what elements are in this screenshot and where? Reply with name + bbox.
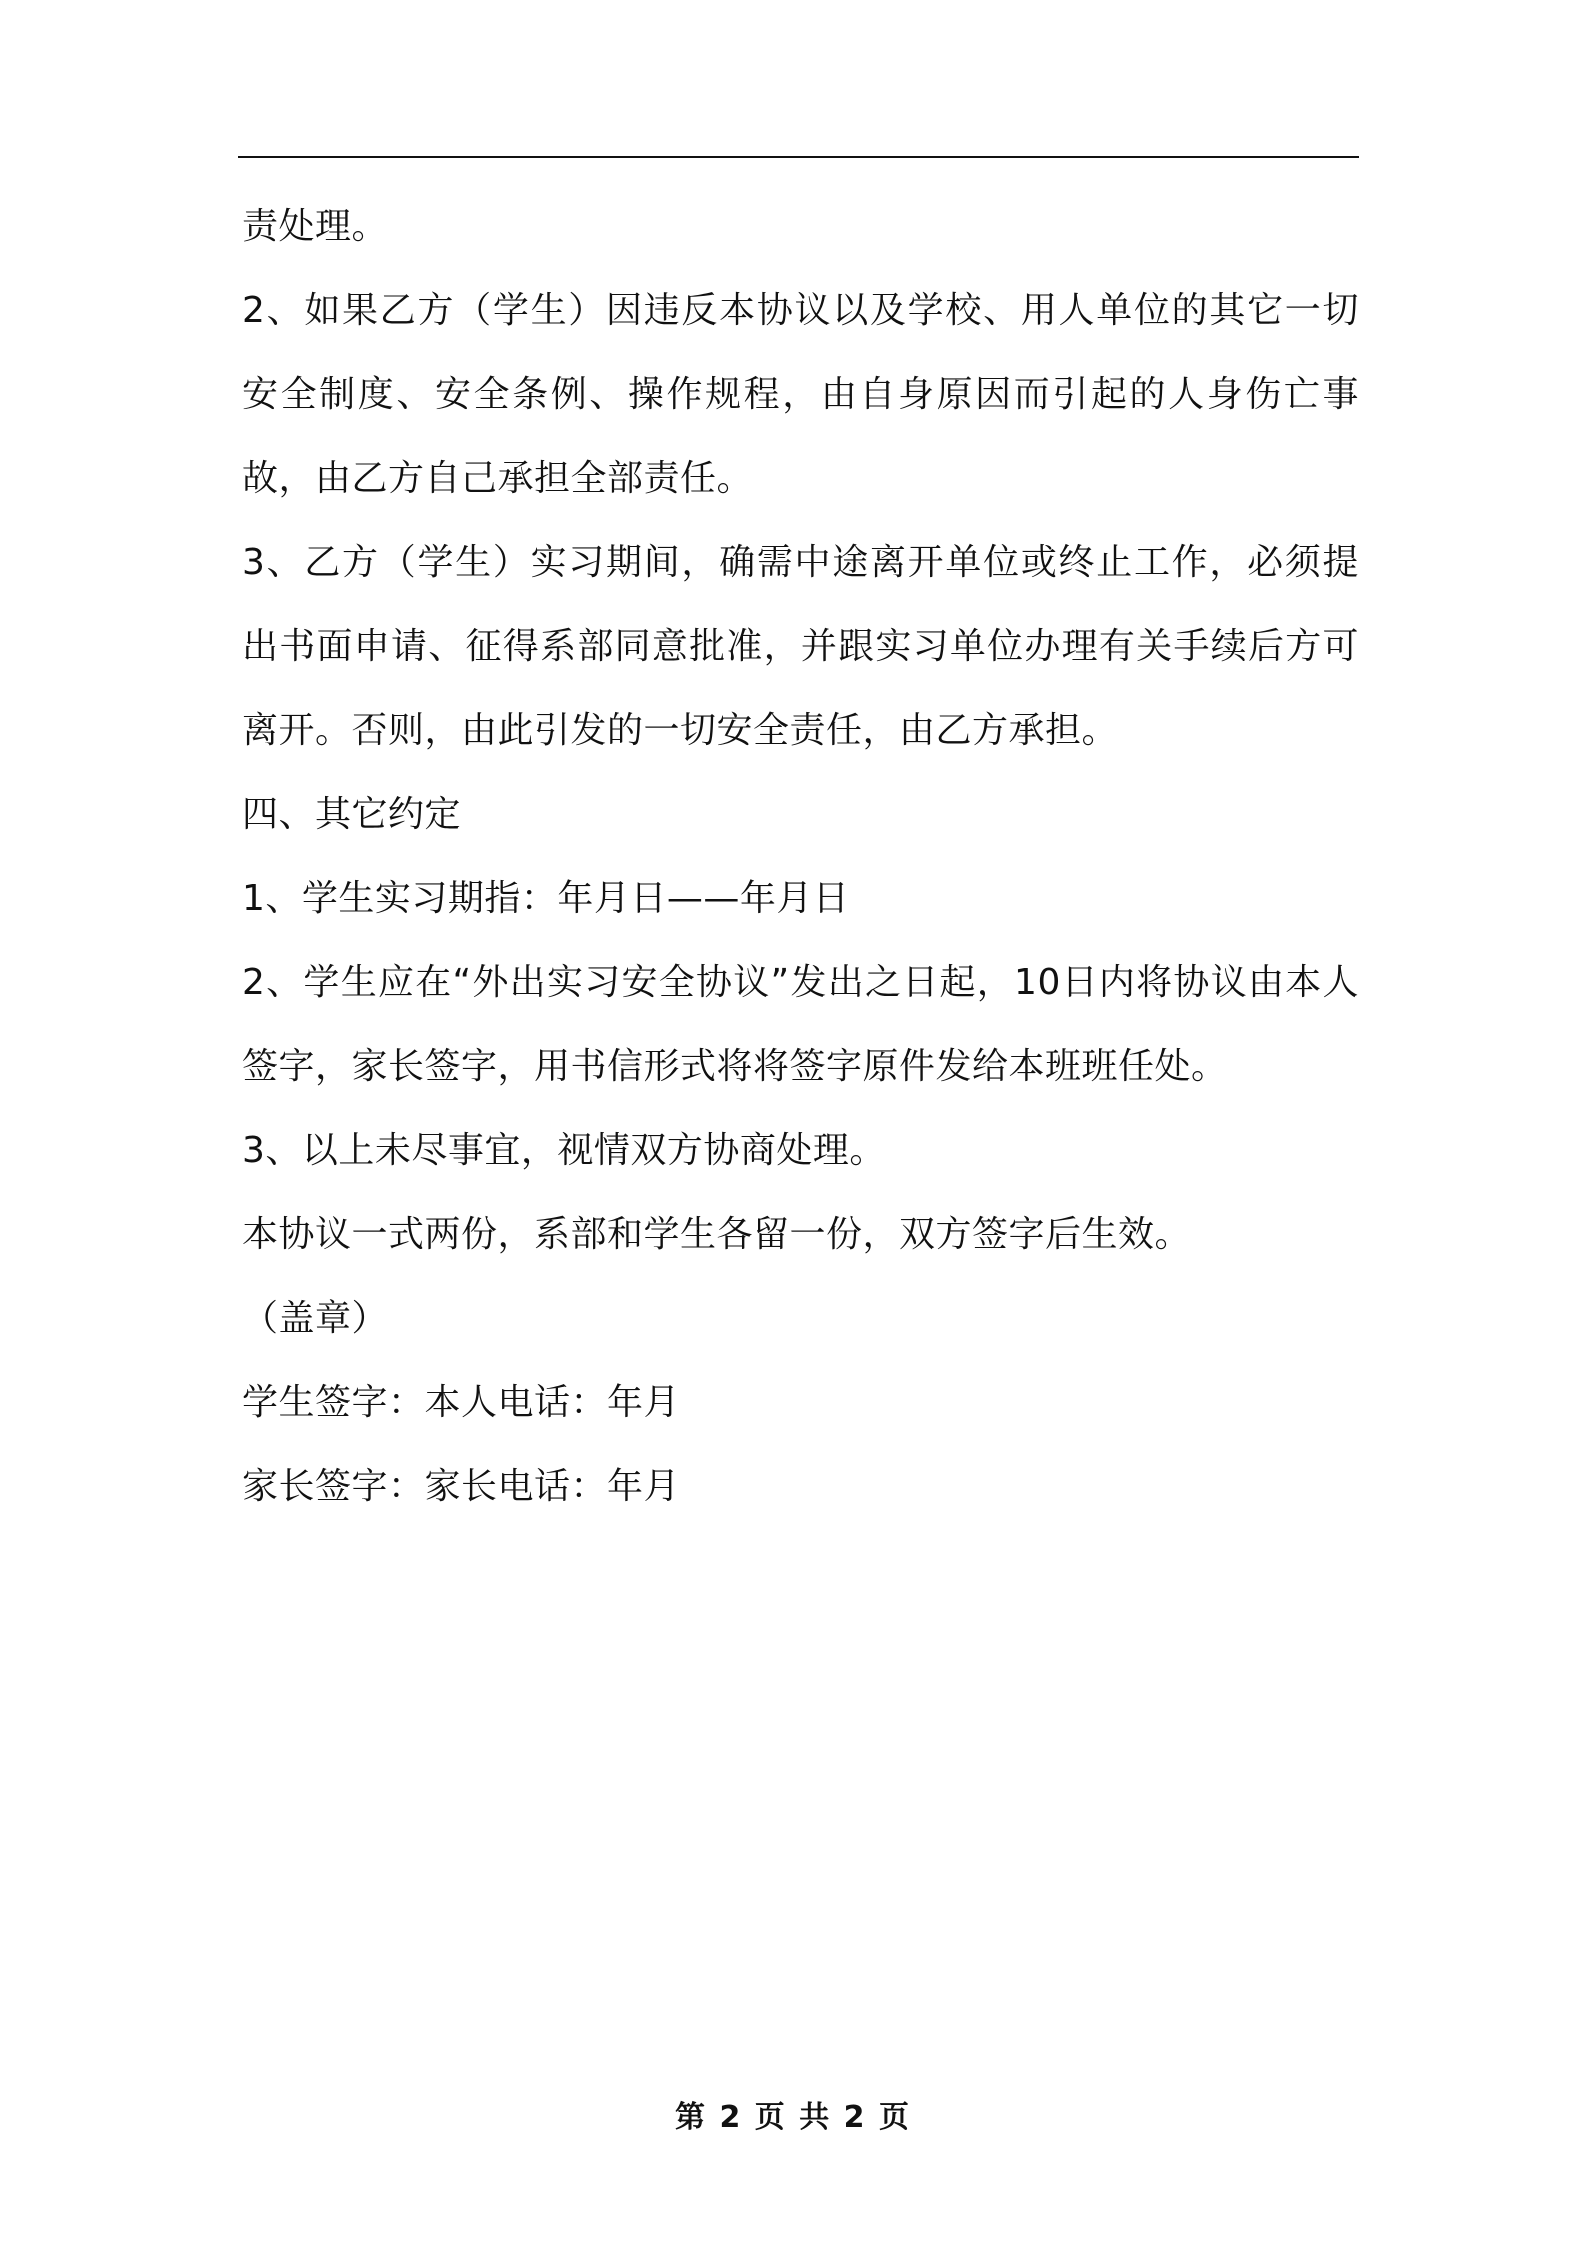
section-heading-other-terms: 四、其它约定 (242, 794, 462, 835)
paragraph-clause-3: 3、乙方（学生）实习期间，确需中途离开单位或终止工作，必须提出书面申请、征得系部同意批准，并跟实习单位办理有关手续后方可离开。否则，由此引发的一切安全责任，由乙方承担。 (242, 542, 1359, 751)
paragraph-continuation: 责处理。 (242, 206, 389, 247)
student-signature-line: 学生签字：本人电话：年月 (242, 1382, 681, 1423)
paragraph-clause-2: 2、如果乙方（学生）因违反本协议以及学校、用人单位的其它一切安全制度、安全条例、操作规程，由自身原因而引起的人身伤亡事故，由乙方自己承担全部责任。 (242, 290, 1359, 499)
paragraph-term-1: 1、学生实习期指：年月日——年月日 (242, 878, 850, 919)
document-body (242, 185, 1359, 1529)
page-number-footer: 第 2 页 共 2 页 (675, 2100, 911, 2135)
paragraph-term-3: 3、以上未尽事宜，视情双方协商处理。 (242, 1130, 886, 1171)
paragraph-term-2: 2、学生应在“外出实习安全协议”发出之日起，10日内将协议由本人签字，家长签字，用书信形式将将签字原件发给本班班任处。 (242, 962, 1359, 1087)
paragraph-copies: 本协议一式两份，系部和学生各留一份，双方签字后生效。 (242, 1214, 1192, 1255)
parent-signature-line: 家长签字：家长电话：年月 (242, 1466, 681, 1507)
header-divider (238, 156, 1359, 158)
seal-label: （盖章） (242, 1298, 389, 1339)
